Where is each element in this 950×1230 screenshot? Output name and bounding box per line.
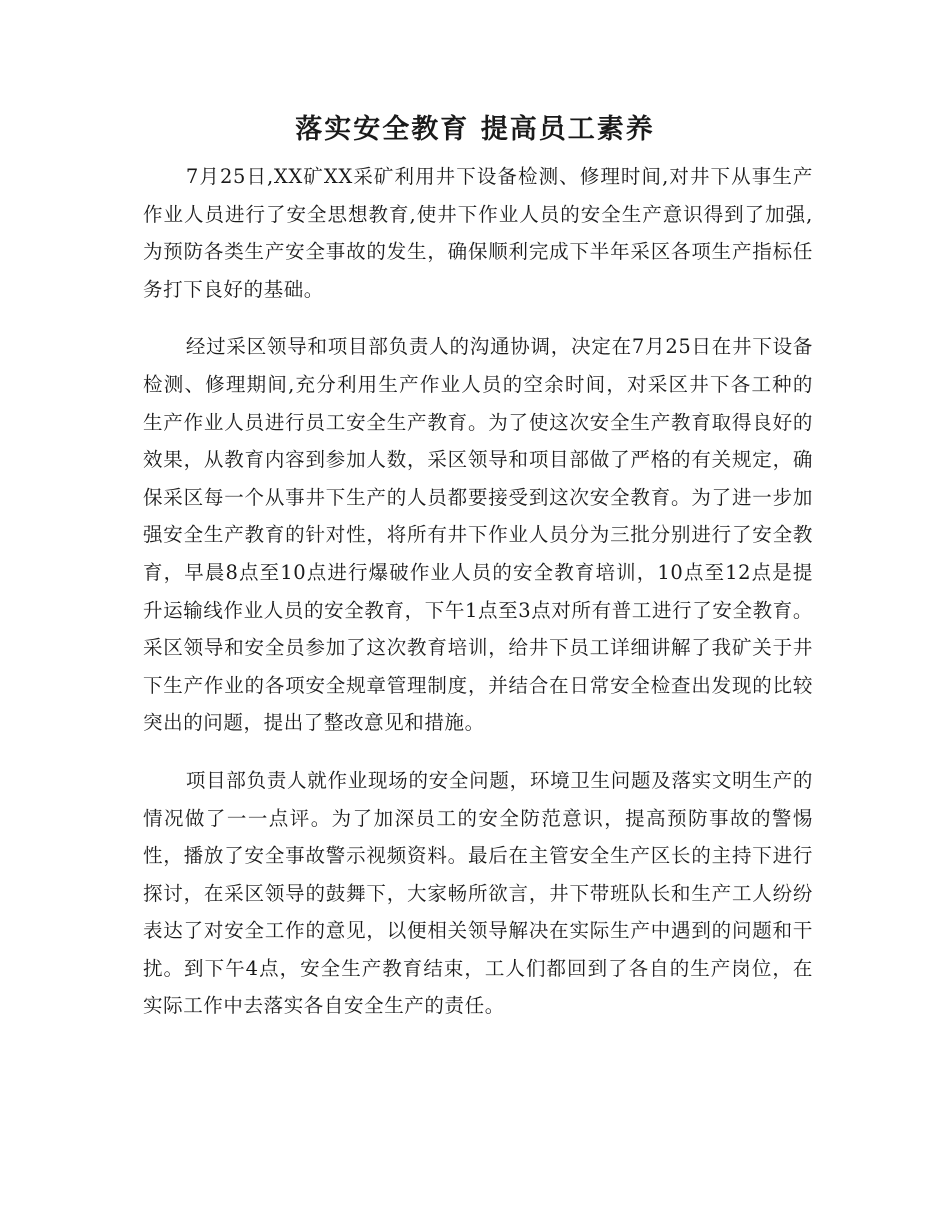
document-title: 落实安全教育 提高员工素养 xyxy=(295,114,655,145)
paragraph-2: 经过采区领导和项目部负责人的沟通协调，决定在7月25日在井下设备检测、修理期间,充分利用生产作业人员的空余时间，对采区井下各工种的生产作业人员进行员工安全生产教育。为了使这次安全生产教育取得良好的效果，从教育内容到参加人数，采区领导和项目部做了严格的有关规定，确保采区每一个从事井下生产的人员都要接受到这次安全教育。为了进一步加强安全生产教育的针对性，将所有井下作业人员分为三批分别进行了安全教育，早晨8点至10点进行爆破作业人员的安全教育培训，10点至12点是提升运输线作业人员的安全教育，下午1点至3点对所有普工进行了安全教育。采区领导和安全员参加了这次教育培训，给井下员工详细讲解了我矿关于井下生产作业的各项安全规章管理制度，并结合在日常安全检查出发现的比较突出的问题，提出了整改意见和措施。 xyxy=(143,335,813,735)
paragraph-3: 项目部负责人就作业现场的安全问题，环境卫生问题及落实文明生产的情况做了一一点评。为了加深员工的安全防范意识，提高预防事故的警惕性，播放了安全事故警示视频资料。最后在主管安全生产区长的主持下进行探讨，在采区领导的鼓舞下，大家畅所欲言，井下带班队长和生产工人纷纷表达了对安全工作的意见，以便相关领导解决在实际生产中遇到的问题和干扰。到下午4点，安全生产教育结束，工人们都回到了各自的生产岗位，在实际工作中去落实各自安全生产的责任。 xyxy=(143,768,813,1018)
document-body xyxy=(143,158,813,1045)
paragraph-1: 7月25日,XX矿XX采矿利用井下设备检测、修理时间,对井下从事生产作业人员进行了安全思想教育,使井下作业人员的安全生产意识得到了加强,为预防各类生产安全事故的发生，确保顺利完成下半年采区各项生产指标任务打下良好的基础。 xyxy=(143,165,813,301)
